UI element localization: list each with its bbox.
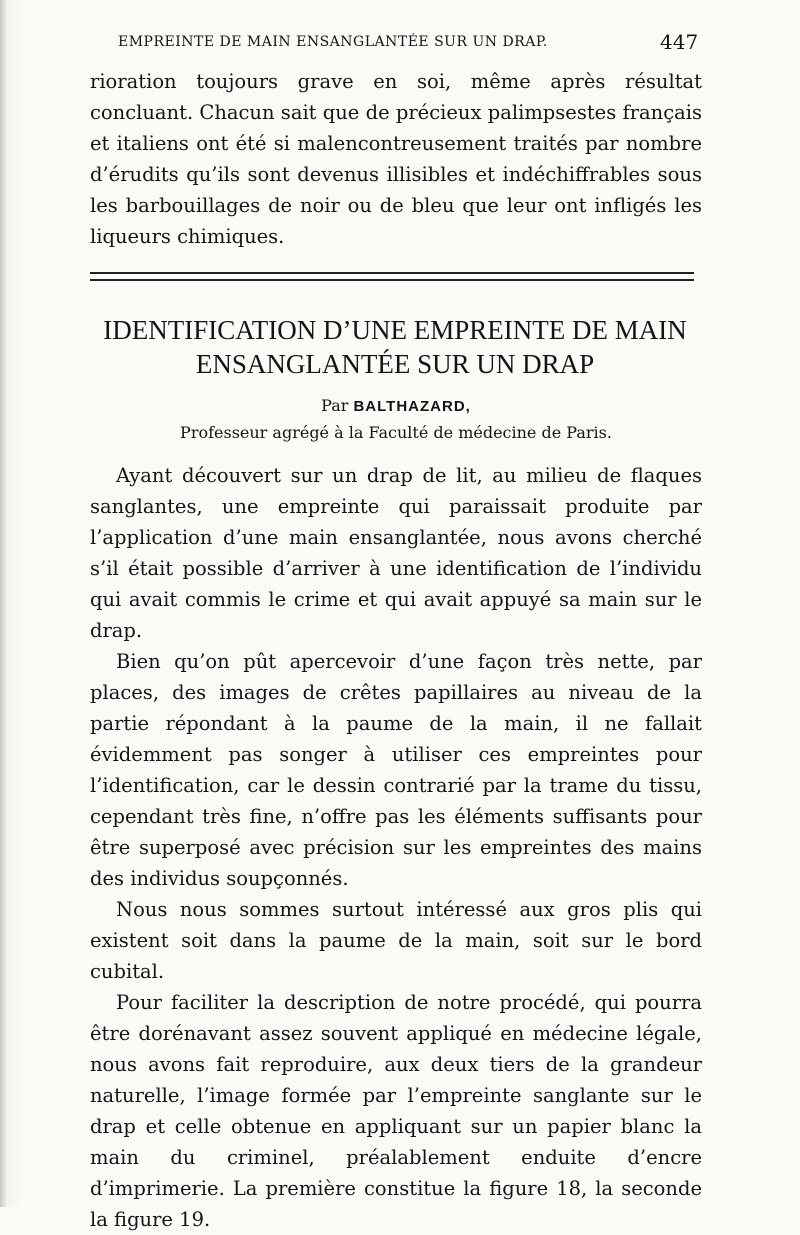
article-title-line-1: IDENTIFICATION D’UNE EMPREINTE DE MAIN — [103, 315, 687, 345]
article-title — [86, 313, 704, 381]
body-paragraph-2: Bien qu’on pût apercevoir d’une façon très nette, par places, des images de crêtes papillaires au niveau de la partie répondant à la paume de la main, il ne fallait évidemment pas songer à utiliser ces empreintes pour l’identification, car le dessin contrarié par la trame du tissu, cependant très fine, n’offre pas les éléments suffisants pour être superposé avec précision sur les empreintes des mains des individus soupçonnés. — [90, 650, 702, 890]
continuation-text-block — [90, 66, 702, 252]
author-affiliation: Professeur agrégé à la Faculté de médecine de Paris. — [180, 423, 612, 442]
body-paragraph-4: Pour faciliter la description de notre procédé, qui pourra être dorénavant assez souvent appliqué en médecine légale, nous avons fait reproduire, aux deux tiers de la grandeur naturelle, l’image formée par l’empreinte sanglante sur le drap et celle obtenue en appliquant sur un papier blanc la main du criminel, préalablement enduite d’encre d’imprimerie. La première constitue la figure 18, la seconde la figure 19. — [90, 991, 702, 1231]
continuation-paragraph: rioration toujours grave en soi, même après résultat concluant. Chacun sait que de précieux palimpsestes français et italiens ont été si malencontreusement traités par nombre d’érudits qu’ils sont devenus illisibles et indéchiffrables sous les barbouillages de noir ou de bleu que leur ont infligés les liqueurs chimiques. — [90, 70, 702, 248]
author-name: BALTHAZARD, — [353, 398, 471, 415]
page-edge-shadow — [0, 0, 6, 1207]
running-header: EMPREINTE DE MAIN ENSANGLANTÉE SUR UN DRAP. — [118, 34, 548, 50]
section-divider-top — [90, 272, 694, 274]
article-title-line-2: ENSANGLANTÉE SUR UN DRAP — [195, 349, 595, 379]
section-divider-bottom — [90, 279, 694, 281]
page-number: 447 — [660, 30, 699, 54]
body-paragraph-3: Nous nous sommes surtout intéressé aux gros plis qui existent soit dans la paume de la main, soit sur le bord cubital. — [90, 898, 702, 983]
byline — [90, 393, 702, 420]
body-paragraph-1: Ayant découvert sur un drap de lit, au milieu de flaques sanglantes, une empreinte qui paraissait produite par l’application d’une main ensanglantée, nous avons cherché s’il était possible d’arriver à une identification de l’individu qui avait commis le crime et qui avait appuyé sa main sur le drap. — [90, 464, 702, 642]
byline-prefix: Par — [321, 396, 349, 415]
article-body — [90, 460, 702, 1235]
